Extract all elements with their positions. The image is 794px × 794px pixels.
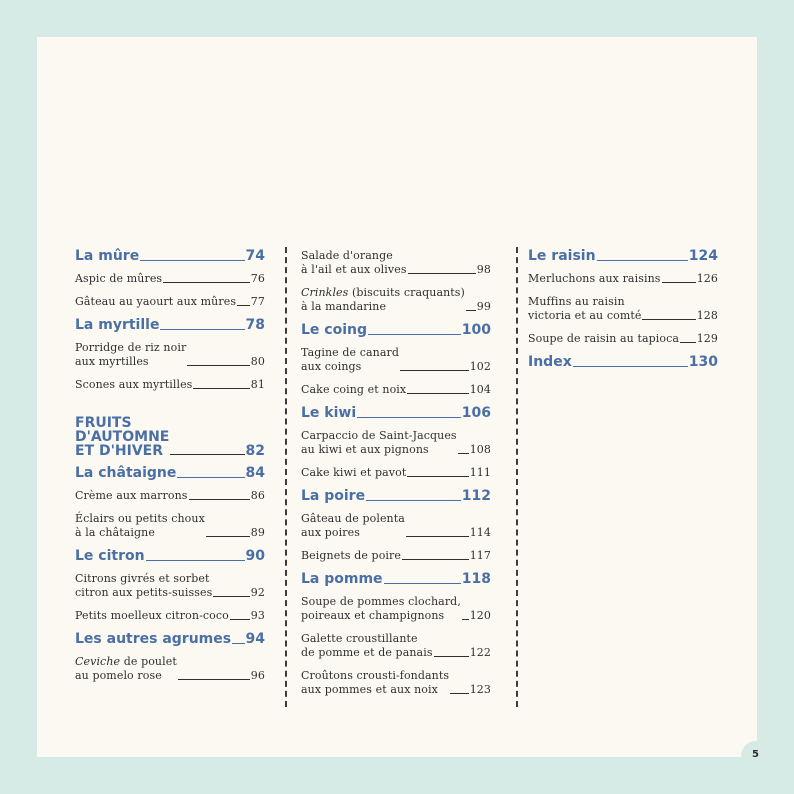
leader-line bbox=[642, 319, 695, 320]
toc-column-1 bbox=[75, 249, 265, 692]
toc-entry-page: 74 bbox=[245, 248, 265, 264]
toc-entry-title: Galette croustillante de pomme et de panais bbox=[301, 632, 433, 659]
toc-entry-page: 94 bbox=[245, 631, 265, 647]
leader-line bbox=[170, 454, 244, 455]
leader-line bbox=[597, 260, 688, 261]
toc-entry[interactable] bbox=[75, 572, 265, 600]
book-page bbox=[37, 37, 757, 757]
toc-entry-page: 93 bbox=[250, 609, 265, 622]
toc-entry-title: Soupe de raisin au tapioca bbox=[528, 332, 680, 345]
toc-entry-page: 124 bbox=[688, 248, 718, 264]
toc-entry-title: Salade d'orange à l'ail et aux olives bbox=[301, 249, 407, 276]
toc-entry-page: 82 bbox=[245, 443, 265, 459]
leader-line bbox=[450, 693, 469, 694]
leader-line bbox=[146, 560, 245, 561]
toc-entry-title: Crème aux marrons bbox=[75, 489, 188, 502]
toc-entry-title: La châtaigne bbox=[75, 465, 177, 481]
toc-entry-page: 106 bbox=[461, 405, 491, 421]
leader-line bbox=[407, 476, 468, 477]
toc-entry-page: 102 bbox=[469, 360, 491, 373]
toc-entry[interactable] bbox=[528, 272, 718, 286]
toc-entry[interactable] bbox=[301, 249, 491, 277]
toc-entry-page: 104 bbox=[469, 383, 491, 396]
leader-line bbox=[366, 500, 461, 501]
toc-entry-title: Merluchons aux raisins bbox=[528, 272, 661, 285]
toc-entry[interactable] bbox=[301, 549, 491, 563]
toc-chapter-heading[interactable] bbox=[75, 549, 265, 564]
toc-entry-page: 128 bbox=[696, 309, 718, 322]
toc-entry-title: Gâteau au yaourt aux mûres bbox=[75, 295, 237, 308]
leader-line bbox=[230, 619, 250, 620]
toc-entry-title: La pomme bbox=[301, 571, 383, 587]
toc-entry-title: Cake kiwi et pavot bbox=[301, 466, 407, 479]
toc-entry-page: 86 bbox=[250, 489, 265, 502]
toc-entry-title: Tagine de canard aux coings bbox=[301, 346, 400, 373]
toc-entry[interactable] bbox=[75, 655, 265, 683]
toc-entry-page: 80 bbox=[250, 355, 265, 368]
toc-entry-title: Ceviche de poulet au pomelo rose bbox=[75, 655, 177, 682]
toc-chapter-heading[interactable] bbox=[301, 489, 491, 504]
leader-line bbox=[206, 536, 250, 537]
toc-entry-title: Citrons givrés et sorbet citron aux petits-suisses bbox=[75, 572, 213, 599]
toc-entry-page: 89 bbox=[250, 526, 265, 539]
leader-line bbox=[213, 596, 249, 597]
toc-entry-title: Le citron bbox=[75, 548, 145, 564]
leader-line bbox=[662, 282, 696, 283]
toc-chapter-heading[interactable] bbox=[301, 572, 491, 587]
leader-line bbox=[462, 619, 469, 620]
leader-line bbox=[368, 334, 461, 335]
toc-entry-title: Scones aux myrtilles bbox=[75, 378, 193, 391]
column-divider bbox=[285, 247, 287, 707]
leader-line bbox=[407, 393, 468, 394]
toc-entry-title: Le kiwi bbox=[301, 405, 357, 421]
toc-chapter-heading[interactable] bbox=[75, 466, 265, 481]
column-divider bbox=[516, 247, 518, 707]
toc-entry[interactable] bbox=[528, 332, 718, 346]
toc-entry-page: 117 bbox=[469, 549, 491, 562]
leader-line bbox=[160, 329, 244, 330]
toc-entry-page: 129 bbox=[696, 332, 718, 345]
toc-column-2 bbox=[301, 249, 491, 706]
toc-column-3 bbox=[528, 249, 718, 378]
toc-entry-page: 84 bbox=[245, 465, 265, 481]
leader-line bbox=[237, 305, 250, 306]
toc-entry-title: Petits moelleux citron-coco bbox=[75, 609, 229, 622]
page-number-badge bbox=[741, 741, 771, 771]
toc-entry-title: Le coing bbox=[301, 322, 367, 338]
toc-entry-page: 100 bbox=[461, 322, 491, 338]
leader-line bbox=[573, 366, 688, 367]
toc-entry[interactable] bbox=[301, 669, 491, 697]
toc-entry-page: 99 bbox=[476, 300, 491, 313]
toc-entry-page: 77 bbox=[250, 295, 265, 308]
toc-entry[interactable] bbox=[301, 632, 491, 660]
leader-line bbox=[402, 559, 469, 560]
toc-entry-title: Porridge de riz noir aux myrtilles bbox=[75, 341, 187, 368]
toc-entry-page: 98 bbox=[476, 263, 491, 276]
toc-entry-page: 123 bbox=[469, 683, 491, 696]
toc-entry[interactable] bbox=[528, 295, 718, 323]
toc-entry-page: 114 bbox=[469, 526, 491, 539]
toc-entry-title: La poire bbox=[301, 488, 366, 504]
leader-line bbox=[680, 342, 696, 343]
leader-line bbox=[187, 365, 249, 366]
toc-entry-page: 122 bbox=[469, 646, 491, 659]
toc-entry-page: 126 bbox=[696, 272, 718, 285]
leader-line bbox=[140, 260, 244, 261]
leader-line bbox=[406, 536, 469, 537]
toc-entry-page: 81 bbox=[250, 378, 265, 391]
toc-entry[interactable] bbox=[75, 295, 265, 309]
toc-entry[interactable] bbox=[301, 429, 491, 457]
toc-entry-title: Carpaccio de Saint-Jacques au kiwi et aux pignons bbox=[301, 429, 457, 456]
toc-entry-page: 76 bbox=[250, 272, 265, 285]
leader-line bbox=[232, 643, 244, 644]
toc-entry-page: 90 bbox=[245, 548, 265, 564]
toc-entry[interactable] bbox=[75, 341, 265, 369]
leader-line bbox=[163, 282, 250, 283]
page-number: 5 bbox=[752, 749, 759, 760]
toc-entry-page: 92 bbox=[250, 586, 265, 599]
toc-entry[interactable] bbox=[301, 466, 491, 480]
toc-entry-title: Crinkles (biscuits craquants) à la mandarine bbox=[301, 286, 465, 313]
toc-entry[interactable] bbox=[75, 512, 265, 540]
toc-entry-title: Soupe de pommes clochard, poireaux et champignons bbox=[301, 595, 461, 622]
toc-entry-title: La mûre bbox=[75, 248, 140, 264]
toc-chapter-heading[interactable] bbox=[75, 318, 265, 333]
leader-line bbox=[189, 499, 250, 500]
toc-entry-page: 118 bbox=[461, 571, 491, 587]
toc-entry-title: Croûtons crousti-fondants aux pommes et aux noix bbox=[301, 669, 450, 696]
leader-line bbox=[434, 656, 469, 657]
toc-entry[interactable] bbox=[75, 609, 265, 623]
toc-entry[interactable] bbox=[301, 346, 491, 374]
toc-entry-title: Muffins au raisin victoria et au comté bbox=[528, 295, 642, 322]
leader-line bbox=[193, 388, 249, 389]
toc-entry[interactable] bbox=[301, 383, 491, 397]
leader-line bbox=[408, 273, 476, 274]
toc-entry-title: Gâteau de polenta aux poires bbox=[301, 512, 405, 539]
toc-chapter-heading[interactable] bbox=[75, 249, 265, 264]
toc-chapter-heading[interactable] bbox=[528, 249, 718, 264]
toc-chapter-heading[interactable] bbox=[301, 406, 491, 421]
toc-entry-page: 78 bbox=[245, 317, 265, 333]
leader-line bbox=[458, 453, 469, 454]
toc-entry-title: Le raisin bbox=[528, 248, 596, 264]
leader-line bbox=[466, 310, 476, 311]
toc-entry-title: Cake coing et noix bbox=[301, 383, 407, 396]
toc-chapter-heading[interactable] bbox=[528, 355, 718, 370]
leader-line bbox=[400, 370, 469, 371]
toc-entry-page: 120 bbox=[469, 609, 491, 622]
toc-entry-page: 108 bbox=[469, 443, 491, 456]
toc-entry[interactable] bbox=[301, 286, 491, 314]
leader-line bbox=[177, 477, 244, 478]
leader-line bbox=[357, 417, 461, 418]
toc-chapter-heading[interactable] bbox=[75, 632, 265, 647]
toc-entry-title: Aspic de mûres bbox=[75, 272, 163, 285]
toc-entry-page: 96 bbox=[250, 669, 265, 682]
leader-line bbox=[178, 679, 250, 680]
toc-entry-title: FRUITS D'AUTOMNE ET D'HIVER bbox=[75, 415, 170, 459]
toc-entry[interactable] bbox=[75, 489, 265, 503]
toc-entry[interactable] bbox=[301, 595, 491, 623]
toc-entry[interactable] bbox=[75, 272, 265, 286]
toc-entry-title: Les autres agrumes bbox=[75, 631, 232, 647]
leader-line bbox=[384, 583, 461, 584]
toc-chapter-heading[interactable] bbox=[301, 323, 491, 338]
toc-entry-title: Éclairs ou petits choux à la châtaigne bbox=[75, 512, 205, 539]
toc-entry-title: La myrtille bbox=[75, 317, 160, 333]
toc-entry[interactable] bbox=[301, 512, 491, 540]
toc-entry-page: 111 bbox=[469, 466, 491, 479]
toc-entry-page: 130 bbox=[688, 354, 718, 370]
toc-section-heading[interactable] bbox=[75, 416, 265, 458]
toc-entry-title: Beignets de poire bbox=[301, 549, 402, 562]
toc-entry-title: Index bbox=[528, 354, 572, 370]
toc-entry[interactable] bbox=[75, 378, 265, 392]
toc-entry-page: 112 bbox=[461, 488, 491, 504]
